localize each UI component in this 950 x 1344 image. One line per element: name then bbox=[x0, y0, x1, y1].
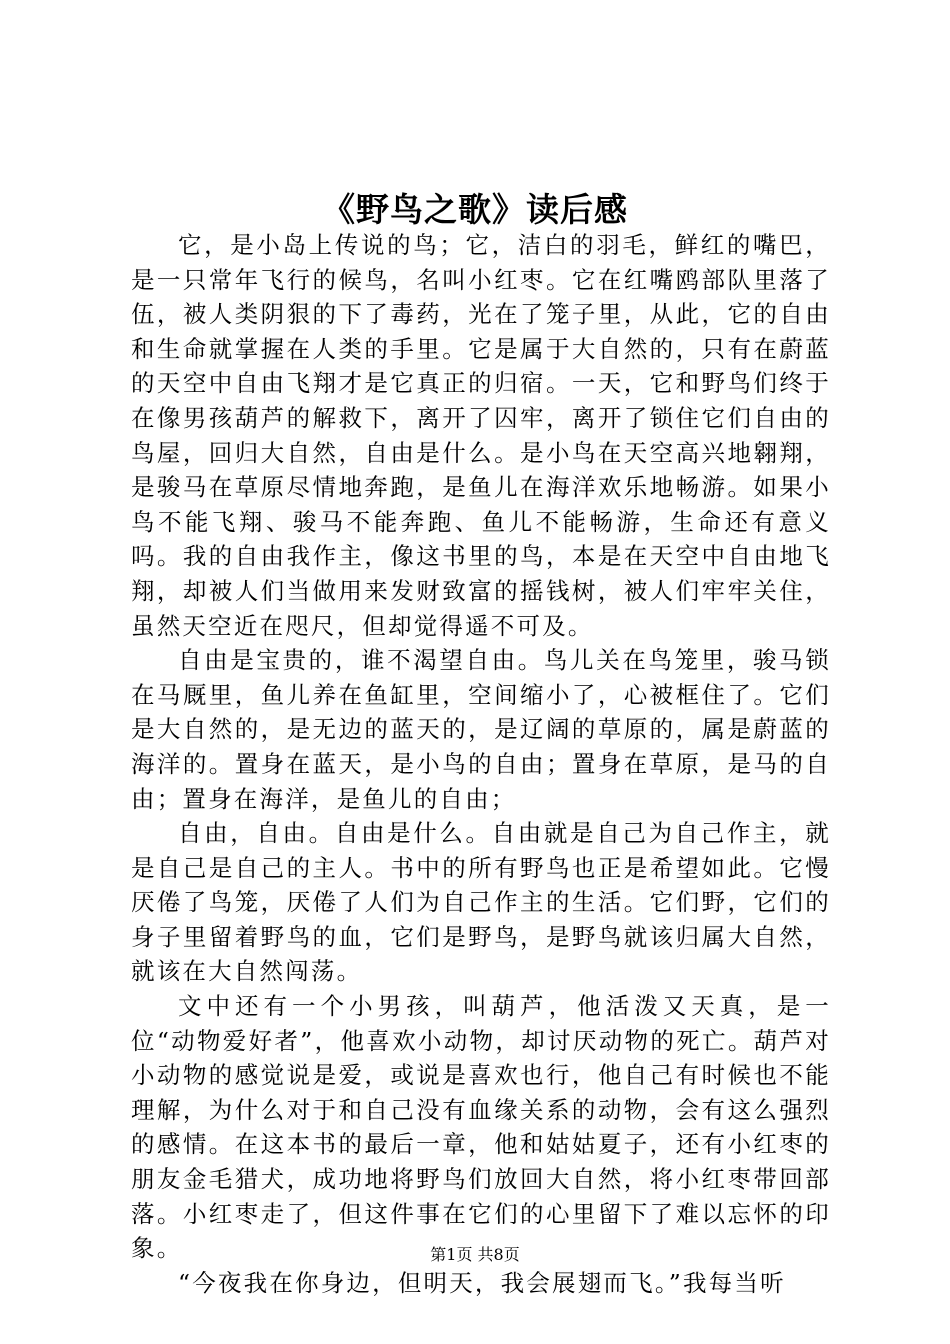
paragraph-4: 文中还有一个小男孩，叫葫芦，他活泼又天真，是一位“动物爱好者”，他喜欢小动物，却讨厌动物的死亡。葫芦对小动物的感觉说是爱，或说是喜欢也行，他自己有时候也不能理解，为什么对于和自己没有血缘关系的动物，会有这么强烈的感情。在这本书的最后一章，他和姑姑夏子，还有小红枣的朋友金毛猎犬，成功地将野鸟们放回大自然，将小红枣带回部落。小红枣走了，但这件事在它们的心里留下了难以忘怀的印象。 bbox=[131, 992, 831, 1263]
paragraph-2: 自由是宝贵的，谁不渴望自由。鸟儿关在鸟笼里，骏马锁在马厩里，鱼儿养在鱼缸里，空间缩小了，心被框住了。它们是大自然的，是无边的蓝天的，是辽阔的草原的，属是蔚蓝的海洋的。置身在蓝天，是小鸟的自由；置身在草原，是马的自由；置身在海洋，是鱼儿的自由； bbox=[131, 646, 831, 813]
document-title: 《野鸟之歌》读后感 bbox=[322, 190, 628, 229]
paragraph-5: “今夜我在你身边，但明天，我会展翅而飞。”我每当听 bbox=[178, 1268, 786, 1297]
page-footer: 第1页 共8页 bbox=[430, 1245, 520, 1264]
document-body bbox=[131, 228, 831, 1300]
paragraph-1: 它，是小岛上传说的鸟；它，洁白的羽毛，鲜红的嘴巴，是一只常年飞行的候鸟，名叫小红枣。它在红嘴鸥部队里落了伍，被人类阴狠的下了毒药，光在了笼子里，从此，它的自由和生命就掌握在人类的手里。它是属于大自然的，只有在蔚蓝的天空中自由飞翔才是它真正的归宿。一天，它和野鸟们终于在像男孩葫芦的解救下，离开了囚牢，离开了锁住它们自由的鸟屋，回归大自然，自由是什么。是小鸟在天空高兴地翱翔，是骏马在草原尽情地奔跑，是鱼儿在海洋欢乐地畅游。如果小鸟不能飞翔、骏马不能奔跑、鱼儿不能畅游，生命还有意义吗。我的自由我作主，像这书里的鸟，本是在天空中自由地飞翔，却被人们当做用来发财致富的摇钱树，被人们牢牢关住，虽然天空近在咫尺，但却觉得遥不可及。 bbox=[131, 231, 831, 640]
paragraph-3: 自由，自由。自由是什么。自由就是自己为自己作主，就是自己是自己的主人。书中的所有野鸟也正是希望如此。它慢厌倦了鸟笼，厌倦了人们为自己作主的生活。它们野，它们的身子里留着野鸟的血，它们是野鸟，是野鸟就该归属大自然，就该在大自然闯荡。 bbox=[131, 819, 831, 986]
